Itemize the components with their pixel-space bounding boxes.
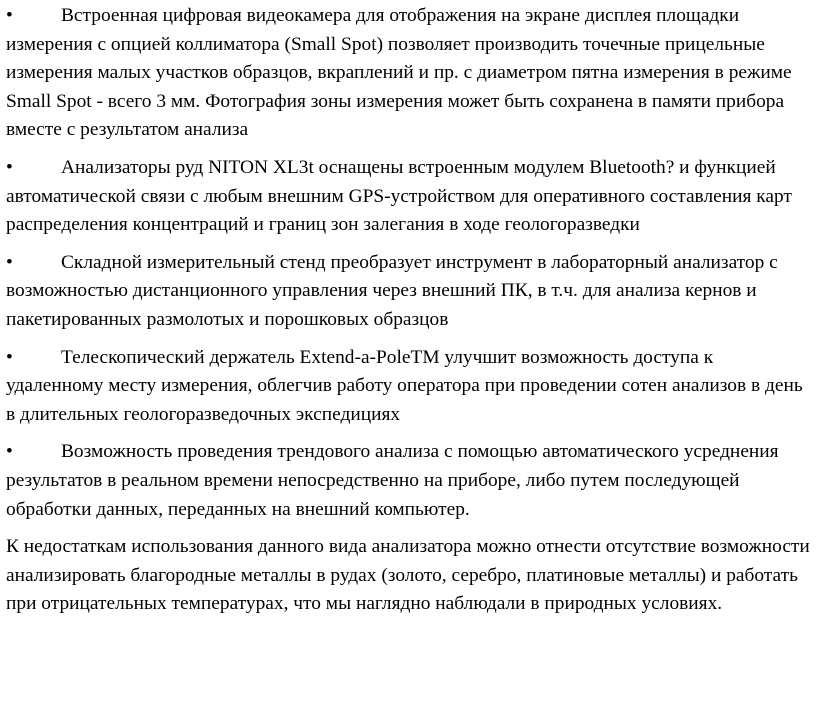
bullet-paragraph-4 — [6, 344, 810, 430]
bullet-paragraph-1 — [6, 2, 810, 145]
bullet-text-3: Складной измерительный стенд преобразует инструмент в лабораторный анализатор с возможностью дистанционного управления через внешний ПК, в т.ч. для анализа кернов и пакетированных размолотых и порошковых образцов — [6, 251, 778, 330]
bullet-icon: • — [6, 5, 13, 26]
bullet-text-2: Анализаторы руд NITON XL3t оснащены встроенным модулем Bluetooth? и функцией автоматической связи с любым внешним GPS-устройством для оперативного составления карт распределения концентраций и границ зон залегания в ходе геологоразведки — [6, 156, 792, 236]
bullet-paragraph-2 — [6, 154, 810, 240]
bullet-icon: • — [6, 346, 13, 368]
bullet-paragraph-3 — [6, 249, 810, 335]
bullet-paragraph-5 — [6, 438, 810, 524]
bullet-text-1: Встроенная цифровая видеокамера для отображения на экране дисплея площадки измерения с опцией коллиматора (Small Spot) позволяет производить точечные прицельные измерения малых участков образцов, вкраплений и пр. с диаметром пятна измерения в режиме Small Spot - всего 3 мм. Фотография зоны измерения может быть сохранена в памяти прибора вместе с результатом анализа — [6, 5, 792, 141]
bullet-icon: • — [6, 156, 13, 178]
bullet-text-5: Возможность проведения трендового анализа с помощью автоматического усреднения результатов в реальном времени непосредственно на приборе, либо путем последующей обработки данных, переданных на внешний компьютер. — [6, 441, 779, 520]
bullet-icon: • — [6, 441, 13, 463]
bullet-text-4: Телескопический держатель Extend-a-PoleTM улучшит возможность доступа к удаленному месту измерения, облегчив работу оператора при проведении сотен анализов в день в длительных геологоразведочных экспедициях — [6, 346, 803, 425]
bullet-icon: • — [6, 251, 13, 273]
conclusion-paragraph: К недостаткам использования данного вида анализатора можно отнести отсутствие возможности анализировать благородные металлы в рудах (золото, серебро, платиновые металлы) и работать при отрицательных температурах, что мы наглядно наблюдали в природных условиях. — [6, 536, 810, 615]
